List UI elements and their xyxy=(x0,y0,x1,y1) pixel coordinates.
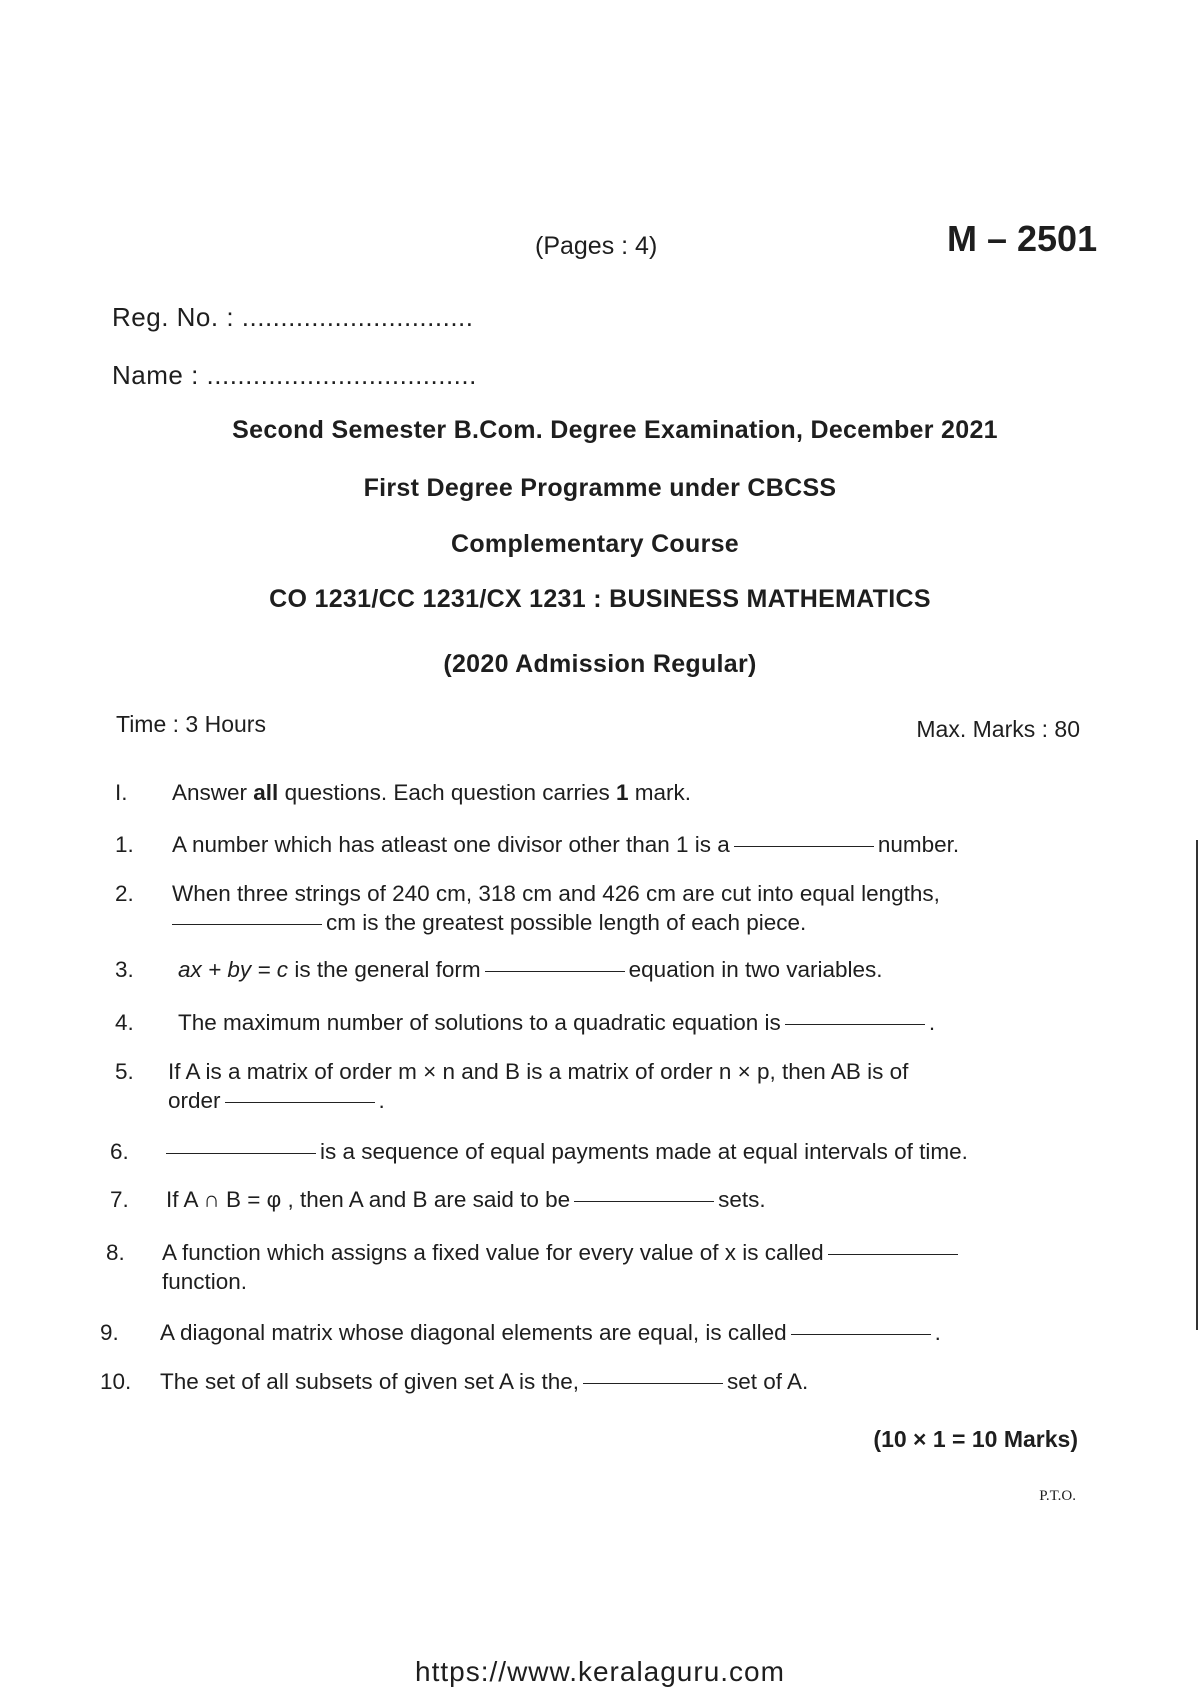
course-title: CO 1231/CC 1231/CX 1231 : BUSINESS MATHEMATICS xyxy=(269,585,931,613)
pto-label: P.T.O. xyxy=(1039,1488,1076,1504)
scan-edge-mark xyxy=(1196,1010,1198,1330)
footer-url[interactable]: https://www.keralaguru.com xyxy=(415,1656,785,1687)
answer-blank xyxy=(791,1333,931,1335)
question-number: 5. xyxy=(115,1059,134,1084)
answer-blank xyxy=(166,1152,316,1154)
question-number: 10. xyxy=(100,1369,132,1394)
answer-blank xyxy=(734,845,874,847)
exam-title: Second Semester B.Com. Degree Examination, December 2021 xyxy=(232,416,998,444)
name-field: Name : ................................... xyxy=(112,360,477,390)
course-type: Complementary Course xyxy=(450,530,740,558)
question-number: 7. xyxy=(110,1187,129,1212)
answer-blank xyxy=(574,1200,714,1202)
question-number: 9. xyxy=(100,1320,119,1345)
max-marks: Max. Marks : 80 xyxy=(916,716,1080,742)
answer-blank xyxy=(828,1253,958,1255)
section-text: Answer all questions. Each question carries 1 mark. xyxy=(172,780,692,805)
answer-blank xyxy=(583,1382,723,1384)
paper-code: M – 2501 xyxy=(947,218,1098,259)
programme-title: First Degree Programme under CBCSS xyxy=(363,474,837,502)
question-number: 8. xyxy=(106,1240,125,1265)
answer-blank xyxy=(785,1023,925,1025)
reg-no-field: Reg. No. : .............................. xyxy=(112,302,474,332)
answer-blank xyxy=(485,970,625,972)
question-number: 4. xyxy=(115,1010,134,1035)
page-count: (Pages : 4) xyxy=(535,232,658,260)
scan-edge-mark xyxy=(1196,840,1198,1010)
time-allowed: Time : 3 Hours xyxy=(116,711,266,737)
admission-type: (2020 Admission Regular) xyxy=(443,650,757,678)
question-number: 2. xyxy=(115,881,134,906)
question-number: 3. xyxy=(115,957,134,982)
answer-blank xyxy=(172,923,322,925)
section-total-marks: (10 × 1 = 10 Marks) xyxy=(873,1426,1078,1452)
section-number: I. xyxy=(115,780,128,805)
answer-blank xyxy=(225,1101,375,1103)
question-number: 6. xyxy=(110,1139,129,1164)
question-number: 1. xyxy=(115,832,134,857)
